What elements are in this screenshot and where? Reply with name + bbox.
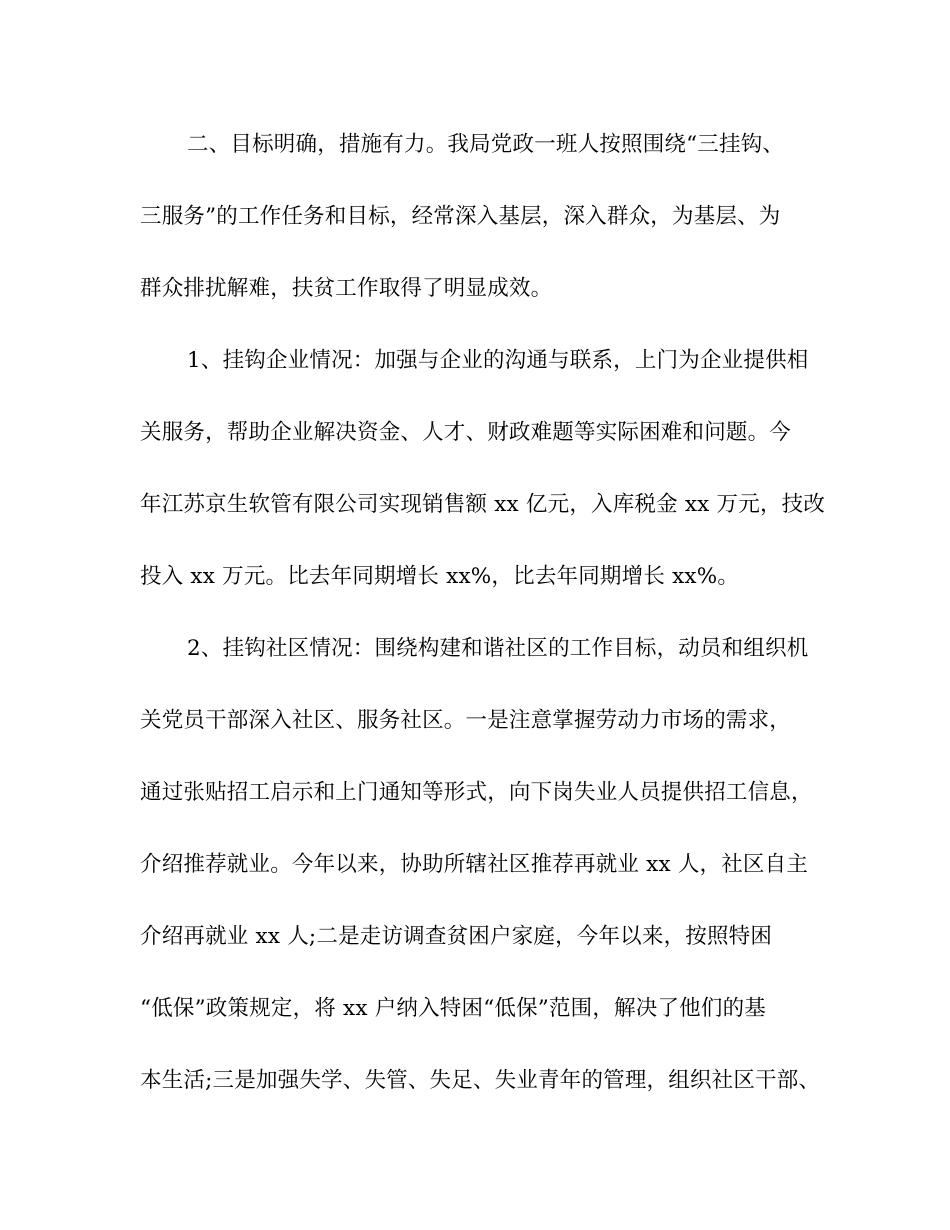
- paragraph-line: 介绍再就业 xx 人;二是走访调查贫困户家庭，今年以来，按照特困: [140, 924, 773, 949]
- paragraph-line: 本生活;三是加强失学、失管、失足、失业青年的管理，组织社区干部、: [140, 1068, 821, 1093]
- paragraph-line: 1、挂钩企业情况：加强与企业的沟通与联系，上门为企业提供相: [187, 348, 809, 373]
- paragraph-line: 二、目标明确，措施有力。我局党政一班人按照围绕“三挂钩、: [187, 132, 785, 157]
- paragraph-line: 群众排扰解难，扶贫工作取得了明显成效。: [140, 276, 553, 301]
- paragraph-line: 2、挂钩社区情况：围绕构建和谐社区的工作目标，动员和组织机: [187, 636, 809, 661]
- paragraph-line: 关党员干部深入社区、服务社区。一是注意掌握劳动力市场的需求，: [140, 708, 792, 733]
- paragraph-line: 三服务”的工作任务和目标，经常深入基层，深入群众，为基层、为: [140, 204, 781, 229]
- paragraph-line: 投入 xx 万元。比去年同期增长 xx%，比去年同期增长 xx%。: [140, 564, 740, 589]
- paragraph-line: 介绍推荐就业。今年以来，协助所辖社区推荐再就业 xx 人，社区自主: [140, 852, 809, 877]
- paragraph-line: 关服务，帮助企业解决资金、人才、财政难题等实际困难和问题。今: [140, 420, 792, 445]
- paragraph-line: 年江苏京生软管有限公司实现销售额 xx 亿元，入库税金 xx 万元，技改: [140, 492, 826, 517]
- paragraph-line: 通过张贴招工启示和上门通知等形式，向下岗失业人员提供招工信息，: [140, 780, 813, 805]
- paragraph-line: “低保”政策规定，将 xx 户纳入特困“低保”范围，解决了他们的基: [140, 996, 766, 1021]
